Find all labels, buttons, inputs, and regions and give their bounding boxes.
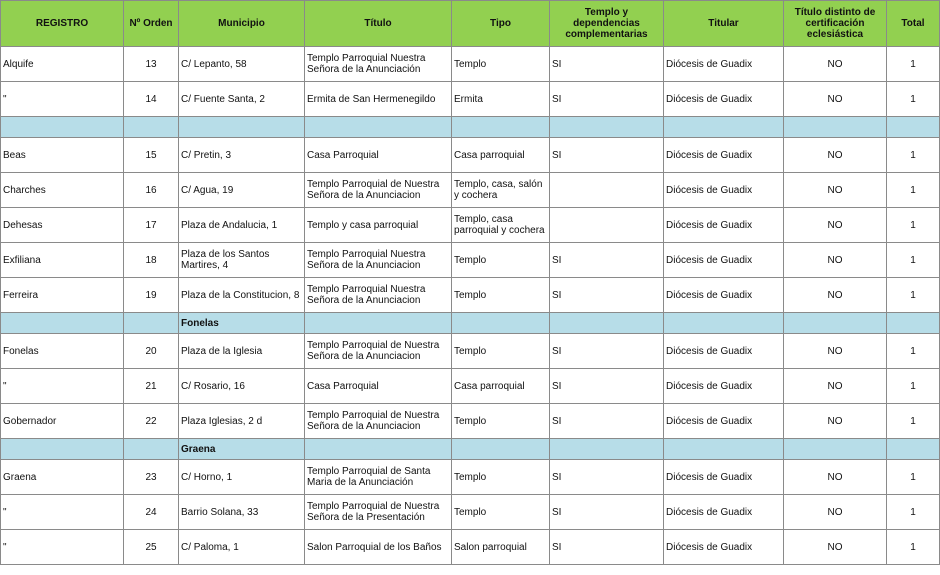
cell-titular: Diócesis de Guadix (664, 404, 784, 439)
cell-titular: Diócesis de Guadix (664, 530, 784, 565)
cell-total: 1 (887, 47, 940, 82)
cell-titulo: Casa Parroquial (305, 369, 452, 404)
cell-tipo: Templo (452, 460, 550, 495)
separator-cell (124, 439, 179, 460)
cell-templo: SI (550, 369, 664, 404)
cell-templo (550, 208, 664, 243)
cell-municipio: C/ Pretin, 3 (179, 138, 305, 173)
separator-cell (887, 439, 940, 460)
cell-titulo-distinto: NO (784, 334, 887, 369)
table-row (1, 369, 940, 404)
table-body (1, 47, 940, 565)
cell-orden: 24 (124, 495, 179, 530)
cell-titulo: Ermita de San Hermenegildo (305, 82, 452, 117)
header-templo: Templo y dependencias complementarias (550, 1, 664, 47)
cell-total: 1 (887, 495, 940, 530)
cell-orden: 21 (124, 369, 179, 404)
cell-municipio: C/ Agua, 19 (179, 173, 305, 208)
cell-orden: 15 (124, 138, 179, 173)
cell-total: 1 (887, 82, 940, 117)
cell-titulo: Templo Parroquial Nuestra Señora de la Anunciacion (305, 278, 452, 313)
cell-templo: SI (550, 138, 664, 173)
header-registro: REGISTRO (1, 1, 124, 47)
cell-titulo-distinto: NO (784, 243, 887, 278)
cell-titulo: Templo Parroquial Nuestra Señora de la Anunciación (305, 47, 452, 82)
cell-registro: Gobernador (1, 404, 124, 439)
cell-total: 1 (887, 173, 940, 208)
cell-total: 1 (887, 243, 940, 278)
header-row (1, 1, 940, 47)
cell-tipo: Templo (452, 47, 550, 82)
table-row (1, 530, 940, 565)
cell-registro: " (1, 82, 124, 117)
separator-cell (784, 313, 887, 334)
group-separator-row (1, 313, 940, 334)
cell-registro: Ferreira (1, 278, 124, 313)
cell-municipio: C/ Lepanto, 58 (179, 47, 305, 82)
table-row (1, 173, 940, 208)
cell-titular: Diócesis de Guadix (664, 278, 784, 313)
cell-orden: 25 (124, 530, 179, 565)
separator-cell (305, 313, 452, 334)
cell-total: 1 (887, 369, 940, 404)
cell-tipo: Salon parroquial (452, 530, 550, 565)
cell-titulo: Templo Parroquial de Santa Maria de la Anunciación (305, 460, 452, 495)
group-separator-row (1, 117, 940, 138)
cell-titular: Diócesis de Guadix (664, 460, 784, 495)
cell-templo: SI (550, 278, 664, 313)
cell-tipo: Casa parroquial (452, 369, 550, 404)
cell-titular: Diócesis de Guadix (664, 369, 784, 404)
cell-titulo-distinto: NO (784, 173, 887, 208)
cell-titulo-distinto: NO (784, 82, 887, 117)
cell-templo: SI (550, 460, 664, 495)
cell-templo: SI (550, 47, 664, 82)
header-titulo: Título (305, 1, 452, 47)
cell-templo: SI (550, 530, 664, 565)
cell-titulo-distinto: NO (784, 460, 887, 495)
cell-tipo: Templo (452, 243, 550, 278)
group-label: Graena (179, 439, 305, 460)
cell-titulo: Casa Parroquial (305, 138, 452, 173)
separator-cell (664, 439, 784, 460)
cell-titular: Diócesis de Guadix (664, 82, 784, 117)
cell-titular: Diócesis de Guadix (664, 208, 784, 243)
cell-orden: 17 (124, 208, 179, 243)
cell-total: 1 (887, 208, 940, 243)
header-municipio: Municipio (179, 1, 305, 47)
cell-municipio: C/ Paloma, 1 (179, 530, 305, 565)
header-titular: Titular (664, 1, 784, 47)
table-row (1, 278, 940, 313)
cell-titulo: Templo y casa parroquial (305, 208, 452, 243)
cell-municipio: Barrio Solana, 33 (179, 495, 305, 530)
table-row (1, 495, 940, 530)
cell-orden: 19 (124, 278, 179, 313)
cell-titular: Diócesis de Guadix (664, 138, 784, 173)
separator-cell (452, 117, 550, 138)
cell-orden: 22 (124, 404, 179, 439)
cell-titular: Diócesis de Guadix (664, 495, 784, 530)
table-row (1, 47, 940, 82)
cell-tipo: Templo (452, 278, 550, 313)
cell-titulo: Templo Parroquial de Nuestra Señora de la Presentación (305, 495, 452, 530)
cell-registro: " (1, 369, 124, 404)
cell-orden: 16 (124, 173, 179, 208)
table-row (1, 138, 940, 173)
cell-titulo: Templo Parroquial Nuestra Señora de la Anunciacion (305, 243, 452, 278)
cell-municipio: Plaza de la Iglesia (179, 334, 305, 369)
separator-cell (305, 117, 452, 138)
separator-cell (784, 439, 887, 460)
cell-titular: Diócesis de Guadix (664, 173, 784, 208)
cell-tipo: Ermita (452, 82, 550, 117)
cell-orden: 23 (124, 460, 179, 495)
cell-registro: " (1, 530, 124, 565)
cell-registro: Alquife (1, 47, 124, 82)
cell-titulo: Templo Parroquial de Nuestra Señora de la Anunciacion (305, 404, 452, 439)
cell-titulo-distinto: NO (784, 208, 887, 243)
cell-titular: Diócesis de Guadix (664, 47, 784, 82)
cell-total: 1 (887, 334, 940, 369)
cell-templo (550, 173, 664, 208)
cell-registro: Exfiliana (1, 243, 124, 278)
cell-titulo-distinto: NO (784, 278, 887, 313)
cell-titulo: Templo Parroquial de Nuestra Señora de la Anunciacion (305, 334, 452, 369)
cell-templo: SI (550, 82, 664, 117)
separator-cell (664, 313, 784, 334)
header-orden: Nº Orden (124, 1, 179, 47)
cell-titulo: Templo Parroquial de Nuestra Señora de la Anunciacion (305, 173, 452, 208)
cell-templo: SI (550, 404, 664, 439)
cell-templo: SI (550, 495, 664, 530)
group-label (179, 117, 305, 138)
cell-tipo: Templo (452, 334, 550, 369)
separator-cell (1, 117, 124, 138)
table-row (1, 208, 940, 243)
cell-orden: 14 (124, 82, 179, 117)
header-tipo: Tipo (452, 1, 550, 47)
cell-municipio: C/ Fuente Santa, 2 (179, 82, 305, 117)
cell-tipo: Templo (452, 404, 550, 439)
separator-cell (1, 313, 124, 334)
cell-titulo-distinto: NO (784, 404, 887, 439)
table-row (1, 404, 940, 439)
cell-orden: 18 (124, 243, 179, 278)
cell-total: 1 (887, 460, 940, 495)
header-titulo-distinto: Título distinto de certificación eclesiástica (784, 1, 887, 47)
cell-tipo: Casa parroquial (452, 138, 550, 173)
cell-titulo-distinto: NO (784, 47, 887, 82)
cell-templo: SI (550, 334, 664, 369)
separator-cell (124, 117, 179, 138)
cell-registro: Beas (1, 138, 124, 173)
cell-titulo-distinto: NO (784, 138, 887, 173)
cell-municipio: Plaza Iglesias, 2 d (179, 404, 305, 439)
cell-registro: " (1, 495, 124, 530)
cell-templo: SI (550, 243, 664, 278)
cell-orden: 20 (124, 334, 179, 369)
cell-titular: Diócesis de Guadix (664, 243, 784, 278)
cell-titulo-distinto: NO (784, 495, 887, 530)
cell-registro: Fonelas (1, 334, 124, 369)
cell-titulo-distinto: NO (784, 369, 887, 404)
cell-titulo: Salon Parroquial de los Baños (305, 530, 452, 565)
cell-registro: Graena (1, 460, 124, 495)
cell-municipio: Plaza de la Constitucion, 8 (179, 278, 305, 313)
cell-municipio: C/ Horno, 1 (179, 460, 305, 495)
separator-cell (550, 313, 664, 334)
cell-municipio: Plaza de Andalucia, 1 (179, 208, 305, 243)
separator-cell (887, 313, 940, 334)
table-row (1, 243, 940, 278)
group-label: Fonelas (179, 313, 305, 334)
separator-cell (124, 313, 179, 334)
cell-titular: Diócesis de Guadix (664, 334, 784, 369)
table-row (1, 460, 940, 495)
group-separator-row (1, 439, 940, 460)
cell-total: 1 (887, 278, 940, 313)
cell-total: 1 (887, 530, 940, 565)
header-total: Total (887, 1, 940, 47)
cell-orden: 13 (124, 47, 179, 82)
cell-municipio: C/ Rosario, 16 (179, 369, 305, 404)
cell-total: 1 (887, 404, 940, 439)
separator-cell (784, 117, 887, 138)
cell-total: 1 (887, 138, 940, 173)
cell-registro: Charches (1, 173, 124, 208)
separator-cell (452, 313, 550, 334)
separator-cell (305, 439, 452, 460)
separator-cell (1, 439, 124, 460)
separator-cell (664, 117, 784, 138)
separator-cell (550, 117, 664, 138)
cell-municipio: Plaza de los Santos Martires, 4 (179, 243, 305, 278)
table-row (1, 334, 940, 369)
cell-titulo-distinto: NO (784, 530, 887, 565)
cell-tipo: Templo (452, 495, 550, 530)
cell-registro: Dehesas (1, 208, 124, 243)
separator-cell (452, 439, 550, 460)
table-row (1, 82, 940, 117)
cell-tipo: Templo, casa, salón y cochera (452, 173, 550, 208)
separator-cell (887, 117, 940, 138)
separator-cell (550, 439, 664, 460)
cell-tipo: Templo, casa parroquial y cochera (452, 208, 550, 243)
